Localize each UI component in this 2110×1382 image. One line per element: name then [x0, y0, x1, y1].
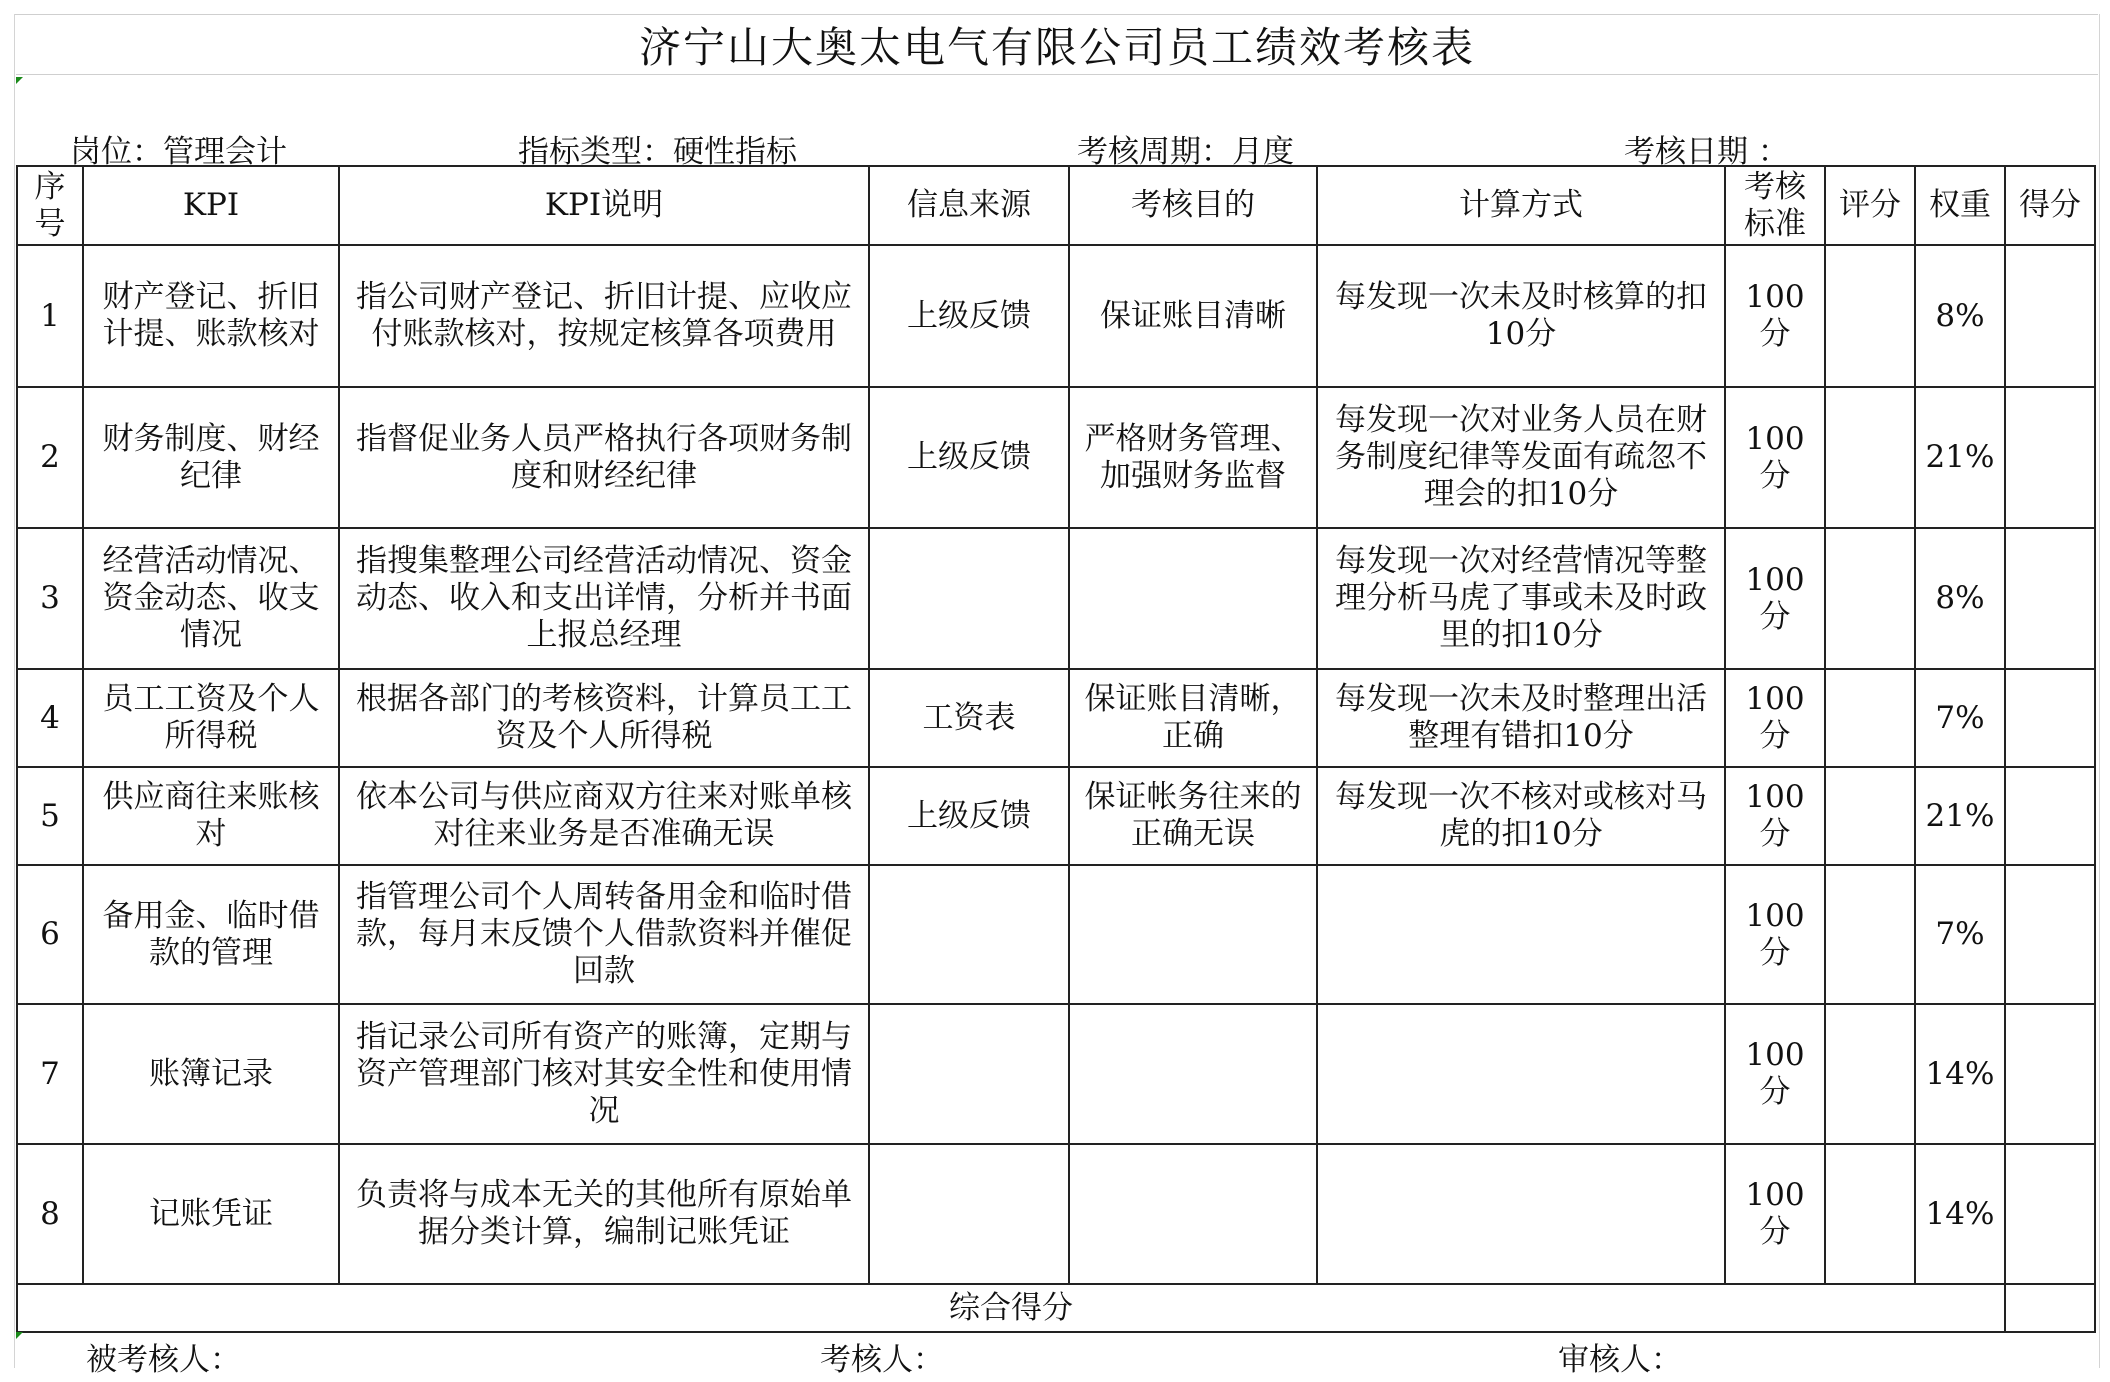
- cell-seq[interactable]: 1: [17, 245, 83, 387]
- cell-source[interactable]: 上级反馈: [869, 767, 1069, 865]
- cell-source[interactable]: [869, 1144, 1069, 1284]
- cell-result[interactable]: [2005, 865, 2095, 1004]
- table-row: [17, 1144, 2095, 1284]
- cell-standard[interactable]: 100分: [1725, 767, 1825, 865]
- cell-seq[interactable]: 8: [17, 1144, 83, 1284]
- cell-score[interactable]: [1825, 387, 1915, 528]
- cell-purpose[interactable]: 保证账目清晰，正确: [1069, 669, 1317, 767]
- cell-score[interactable]: [1825, 528, 1915, 669]
- cell-seq[interactable]: 2: [17, 387, 83, 528]
- cell-score[interactable]: [1825, 767, 1915, 865]
- cell-method[interactable]: 每发现一次未及时核算的扣10分: [1317, 245, 1725, 387]
- cell-weight[interactable]: 14%: [1915, 1004, 2005, 1144]
- cell-purpose[interactable]: [1069, 1144, 1317, 1284]
- cell-method[interactable]: 每发现一次对经营情况等整理分析马虎了事或未及时政里的扣10分: [1317, 528, 1725, 669]
- cell-weight[interactable]: 7%: [1915, 669, 2005, 767]
- cell-purpose[interactable]: 保证账目清晰: [1069, 245, 1317, 387]
- cell-weight[interactable]: 14%: [1915, 1144, 2005, 1284]
- cell-result[interactable]: [2005, 245, 2095, 387]
- cell-result[interactable]: [2005, 1144, 2095, 1284]
- table-row: [17, 387, 2095, 528]
- cell-desc[interactable]: 指管理公司个人周转备用金和临时借款，每月末反馈个人借款资料并催促回款: [339, 865, 869, 1004]
- cell-result[interactable]: [2005, 669, 2095, 767]
- cell-standard[interactable]: 100分: [1725, 1144, 1825, 1284]
- cell-method[interactable]: 每发现一次未及时整理出活整理有错扣10分: [1317, 669, 1725, 767]
- header-kpi-desc: KPI说明: [339, 166, 869, 245]
- cell-method[interactable]: [1317, 865, 1725, 1004]
- header-standard: 考核标准: [1725, 166, 1825, 245]
- indicator-type-label: 指标类型：硬性指标: [518, 134, 797, 170]
- cell-source[interactable]: [869, 1004, 1069, 1144]
- assessor-label: 考核人：: [820, 1342, 944, 1378]
- cell-score[interactable]: [1825, 669, 1915, 767]
- period-label: 考核周期：月度: [1077, 134, 1294, 170]
- cell-kpi[interactable]: 员工工资及个人所得税: [83, 669, 339, 767]
- table-row: [17, 245, 2095, 387]
- cell-weight[interactable]: 7%: [1915, 865, 2005, 1004]
- summary-label: 综合得分: [17, 1284, 2005, 1332]
- cell-result[interactable]: [2005, 387, 2095, 528]
- cell-kpi[interactable]: 账簿记录: [83, 1004, 339, 1144]
- header-source: 信息来源: [869, 166, 1069, 245]
- cell-method[interactable]: 每发现一次不核对或核对马虎的扣10分: [1317, 767, 1725, 865]
- cell-standard[interactable]: 100分: [1725, 528, 1825, 669]
- cell-purpose[interactable]: 保证帐务往来的正确无误: [1069, 767, 1317, 865]
- cell-score[interactable]: [1825, 245, 1915, 387]
- cell-result[interactable]: [2005, 767, 2095, 865]
- cell-standard[interactable]: 100分: [1725, 865, 1825, 1004]
- cell-desc[interactable]: 指公司财产登记、折旧计提、应收应付账款核对，按规定核算各项费用: [339, 245, 869, 387]
- reviewer-label: 审核人：: [1558, 1342, 1682, 1378]
- cell-method[interactable]: [1317, 1144, 1725, 1284]
- position-label: 岗位：管理会计: [70, 134, 287, 170]
- cell-seq[interactable]: 4: [17, 669, 83, 767]
- cell-source[interactable]: [869, 528, 1069, 669]
- cell-result[interactable]: [2005, 528, 2095, 669]
- header-weight: 权重: [1915, 166, 2005, 245]
- cell-source[interactable]: 上级反馈: [869, 245, 1069, 387]
- cell-standard[interactable]: 100分: [1725, 669, 1825, 767]
- cell-result[interactable]: [2005, 1004, 2095, 1144]
- header-row: [17, 166, 2095, 245]
- table-row: [17, 865, 2095, 1004]
- cell-kpi[interactable]: 经营活动情况、资金动态、收支情况: [83, 528, 339, 669]
- cell-desc[interactable]: 负责将与成本无关的其他所有原始单据分类计算，编制记账凭证: [339, 1144, 869, 1284]
- cell-kpi[interactable]: 供应商往来账核对: [83, 767, 339, 865]
- cell-seq[interactable]: 6: [17, 865, 83, 1004]
- cell-purpose[interactable]: [1069, 528, 1317, 669]
- cell-standard[interactable]: 100分: [1725, 1004, 1825, 1144]
- table-row: [17, 669, 2095, 767]
- cell-source[interactable]: 工资表: [869, 669, 1069, 767]
- header-seq: 序号: [17, 166, 83, 245]
- assessee-label: 被考核人：: [86, 1342, 241, 1378]
- table-row: [17, 767, 2095, 865]
- cell-purpose[interactable]: [1069, 1004, 1317, 1144]
- header-result: 得分: [2005, 166, 2095, 245]
- cell-standard[interactable]: 100分: [1725, 245, 1825, 387]
- cell-source[interactable]: 上级反馈: [869, 387, 1069, 528]
- summary-value-cell[interactable]: [2005, 1284, 2095, 1332]
- cell-method[interactable]: [1317, 1004, 1725, 1144]
- cell-desc[interactable]: 依本公司与供应商双方往来对账单核对往来业务是否准确无误: [339, 767, 869, 865]
- form-title: 济宁山大奥太电气有限公司员工绩效考核表: [16, 16, 2098, 75]
- cell-weight[interactable]: 8%: [1915, 528, 2005, 669]
- cell-comment-marker-icon: [16, 1332, 23, 1339]
- cell-standard[interactable]: 100分: [1725, 387, 1825, 528]
- cell-kpi[interactable]: 备用金、临时借款的管理: [83, 865, 339, 1004]
- cell-purpose[interactable]: [1069, 865, 1317, 1004]
- header-score: 评分: [1825, 166, 1915, 245]
- cell-seq[interactable]: 3: [17, 528, 83, 669]
- cell-desc[interactable]: 指搜集整理公司经营活动情况、资金动态、收入和支出详情，分析并书面上报总经理: [339, 528, 869, 669]
- cell-desc[interactable]: 指记录公司所有资产的账簿，定期与资产管理部门核对其安全性和使用情况: [339, 1004, 869, 1144]
- cell-weight[interactable]: 21%: [1915, 767, 2005, 865]
- cell-method[interactable]: 每发现一次对业务人员在财务制度纪律等发面有疏忽不理会的扣10分: [1317, 387, 1725, 528]
- cell-kpi[interactable]: 记账凭证: [83, 1144, 339, 1284]
- cell-desc[interactable]: 根据各部门的考核资料，计算员工工资及个人所得税: [339, 669, 869, 767]
- summary-row: [17, 1284, 2095, 1332]
- cell-desc[interactable]: 指督促业务人员严格执行各项财务制度和财经纪律: [339, 387, 869, 528]
- header-kpi: KPI: [83, 166, 339, 245]
- cell-weight[interactable]: 8%: [1915, 245, 2005, 387]
- header-purpose: 考核目的: [1069, 166, 1317, 245]
- cell-weight[interactable]: 21%: [1915, 387, 2005, 528]
- cell-score[interactable]: [1825, 1004, 1915, 1144]
- cell-seq[interactable]: 5: [17, 767, 83, 865]
- cell-kpi[interactable]: 财务制度、财经纪律: [83, 387, 339, 528]
- cell-comment-marker-icon: [16, 77, 23, 84]
- table-row: [17, 1004, 2095, 1144]
- cell-score[interactable]: [1825, 1144, 1915, 1284]
- cell-score[interactable]: [1825, 865, 1915, 1004]
- cell-kpi[interactable]: 财产登记、折旧计提、账款核对: [83, 245, 339, 387]
- cell-seq[interactable]: 7: [17, 1004, 83, 1144]
- kpi-table: [16, 165, 2096, 1333]
- cell-purpose[interactable]: 严格财务管理、加强财务监督: [1069, 387, 1317, 528]
- assessment-date-label: 考核日期 ：: [1624, 134, 1789, 170]
- cell-source[interactable]: [869, 865, 1069, 1004]
- header-method: 计算方式: [1317, 166, 1725, 245]
- table-row: [17, 528, 2095, 669]
